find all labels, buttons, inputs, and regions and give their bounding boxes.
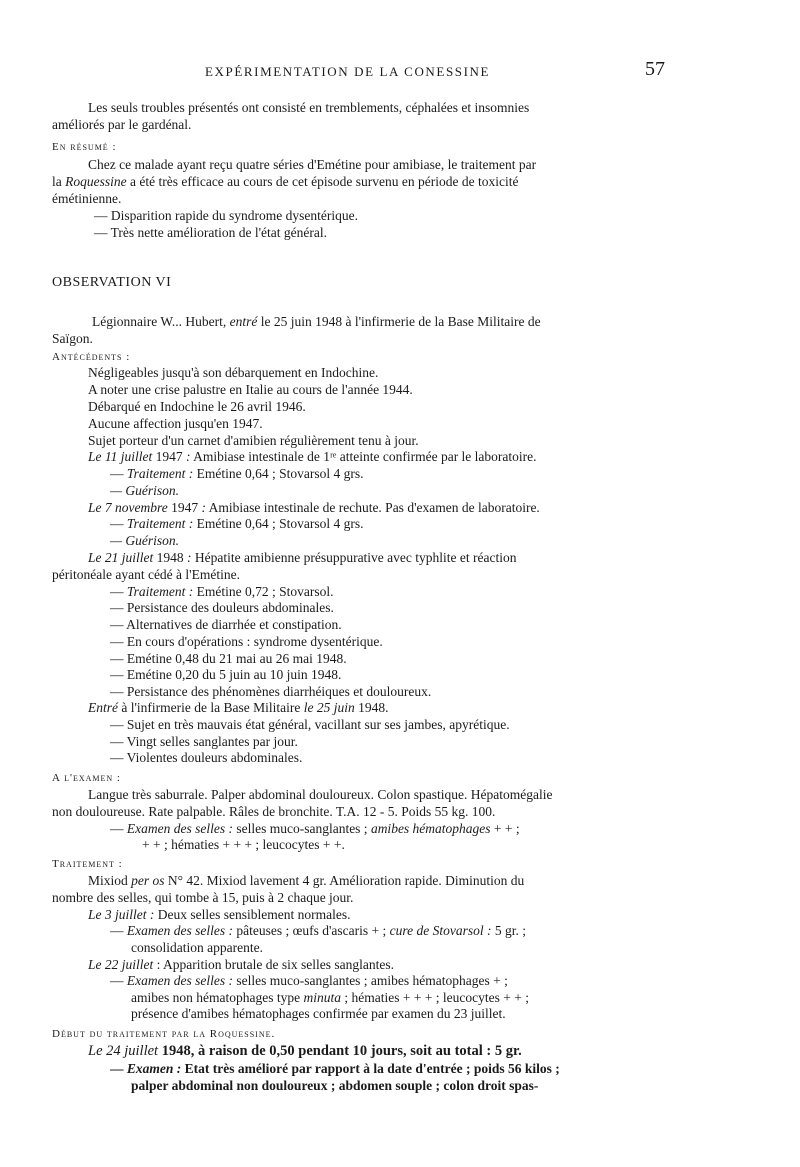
july-22-stool-line-2 (131, 990, 529, 1006)
episode-3-year: 1948 (156, 550, 184, 565)
stool-exam-count: + + ; (493, 821, 520, 836)
roquessine-term: Roquessine (65, 174, 127, 189)
episode-1-colon: : (186, 449, 191, 464)
stool-exam-text: selles muco-sanglantes ; (236, 821, 368, 836)
summary-line-2-text: a été très efficace au cours de cet épisode survenu en période de toxicité (130, 174, 519, 189)
dash: — (110, 973, 124, 988)
minuta-term: minuta (303, 990, 341, 1005)
page-number: 57 (645, 58, 665, 80)
episode-2-line (88, 500, 540, 516)
dash: — (110, 466, 124, 481)
entry-label: Entré (88, 700, 118, 715)
entry-item-1: — Sujet en très mauvais état général, vacillant sur ses jambes, apyrétique. (110, 717, 510, 732)
july-22-line (88, 957, 394, 973)
july-3-stool-line-1 (110, 923, 526, 939)
episode-2-treatment (110, 516, 363, 532)
observation-title: OBSERVATION VI (52, 275, 172, 290)
episode-1-line (88, 449, 537, 465)
episode-2-colon: : (201, 500, 206, 515)
summary-intro-line-1: Les seuls troubles présentés ont consisté en tremblements, céphalées et insomnies (88, 100, 530, 115)
july-3-text: Deux selles sensiblement normales. (157, 907, 351, 922)
episode-2-prefix: Le 7 (88, 500, 112, 515)
summary-intro-line-2: améliorés par le gardénal. (52, 117, 192, 132)
patient-intro-line-1 (92, 314, 541, 330)
treatment-value: Emétine 0,64 ; Stovarsol 4 grs. (196, 466, 364, 481)
entry-line (88, 700, 389, 716)
episode-3-treatment (110, 584, 333, 600)
treatment-drug: Mixiod (88, 873, 128, 888)
evolution-line-4: — Emétine 0,48 du 21 mai au 26 mai 1948. (110, 651, 347, 666)
july-3-stool-line-2: consolidation apparente. (131, 940, 263, 955)
episode-2-date: novembre (115, 500, 168, 515)
final-exam-line-1 (110, 1061, 560, 1077)
patient-intro-a: Légionnaire W... Hubert, (92, 314, 227, 329)
running-title: EXPÉRIMENTATION DE LA CONESSINE (205, 64, 491, 79)
page-header (0, 58, 800, 86)
dash: — (110, 516, 124, 531)
antecedents-heading: Antécédents : (52, 351, 131, 363)
summary-line-2-prefix: la (52, 174, 62, 189)
episode-1-year: 1947 (155, 449, 183, 464)
stool-exam-text: pâteuses ; œufs d'ascaris + ; (236, 923, 387, 938)
dash: — (110, 923, 124, 938)
july-22-text: : Apparition brutale de six selles sanglantes. (156, 957, 394, 972)
evolution-line-3: — En cours d'opérations : syndrome dysentérique. (110, 634, 383, 649)
antecedent-line-5: Sujet porteur d'un carnet d'amibien régulièrement tenu à jour. (88, 433, 419, 448)
episode-3-line (88, 550, 517, 566)
episode-3-date: juillet (121, 550, 154, 565)
stool-exam-label: Examen des selles : (126, 821, 233, 836)
episode-1-text: Amibiase intestinale de 1ʳᵉ atteinte confirmée par le laboratoire. (193, 449, 537, 464)
treatment-label: Traitement : (126, 584, 194, 599)
treatment-text: N° 42. Mixiod lavement 4 gr. Amélioration rapide. Diminution du (167, 873, 525, 888)
exam-line-2: non douloureuse. Rate palpable. Râles de bronchite. T.A. 12 - 5. Poids 55 kg. 100. (52, 804, 496, 819)
july-22-stool-line-3: présence d'amibes hématophages confirmée par examen du 23 juillet. (131, 1006, 506, 1021)
episode-3-prefix: Le 21 (88, 550, 119, 565)
stool-exam-label: Examen des selles : (126, 973, 233, 988)
dash: — (110, 821, 124, 836)
summary-line-2 (52, 174, 518, 190)
july-24-text: 1948, à raison de 0,50 pendant 10 jours, soit au total : 5 gr. (161, 1043, 522, 1059)
antecedent-line-4: Aucune affection jusqu'en 1947. (88, 416, 263, 431)
stool-exam-text: selles muco-sanglantes ; amibes hématophages + ; (236, 973, 508, 988)
episode-3-continued: péritonéale ayant cédé à l'Emétine. (52, 567, 240, 582)
stovarsol-dose: 5 gr. ; (494, 923, 526, 938)
episode-2-year: 1947 (171, 500, 199, 515)
treatment-value: Emétine 0,64 ; Stovarsol 4 grs. (196, 516, 364, 531)
treatment-label: Traitement : (126, 466, 194, 481)
episode-2-text: Amibiase intestinale de rechute. Pas d'examen de laboratoire. (208, 500, 540, 515)
treatment-heading: Traitement : (52, 858, 123, 870)
summary-heading: En résumé : (52, 141, 117, 153)
dash: — (110, 584, 124, 599)
treatment-line-2: nombre des selles, qui tombe à 15, puis à 2 chaque jour. (52, 890, 354, 905)
entry-date: le 25 juin (303, 700, 355, 715)
july-3-prefix: Le (88, 907, 102, 922)
summary-line-3: émétinienne. (52, 191, 122, 206)
episode-1-prefix: Le (88, 449, 102, 464)
final-exam-line-2: palper abdominal non douloureux ; abdomen souple ; colon droit spas- (131, 1078, 539, 1093)
stool-exam-amoebae: amibes hématophages (370, 821, 491, 836)
evolution-line-5: — Emétine 0,20 du 5 juin au 10 juin 1948. (110, 667, 342, 682)
july-24-line (88, 1043, 522, 1059)
final-exam-label: Examen : (126, 1061, 182, 1076)
july-22-stool-line-1 (110, 973, 508, 989)
final-exam-text: Etat très amélioré par rapport à la date d'entrée ; poids 56 kilos ; (184, 1061, 560, 1076)
roquessine-start-heading: Début du traitement par la Roquessine. (52, 1028, 276, 1040)
treatment-value: Emétine 0,72 ; Stovarsol. (196, 584, 334, 599)
july-3-line (88, 907, 350, 923)
antecedent-line-3: Débarqué en Indochine le 26 avril 1946. (88, 399, 306, 414)
exam-line-1: Langue très saburrale. Palper abdominal douloureux. Colon spastique. Hépatomégalie (88, 787, 553, 802)
stovarsol-cure-label: cure de Stovarsol : (389, 923, 492, 938)
exam-stool-line-1 (110, 821, 520, 837)
entry-item-2: — Vingt selles sanglantes par jour. (110, 734, 298, 749)
dash: — (110, 1061, 124, 1076)
summary-item-2: — Très nette amélioration de l'état général. (94, 225, 327, 240)
episode-1-cure: — Guérison. (110, 483, 180, 498)
treatment-label: Traitement : (126, 516, 194, 531)
evolution-line-6: — Persistance des phénomènes diarrhéiques et douloureux. (110, 684, 432, 699)
summary-item-1: — Disparition rapide du syndrome dysentérique. (94, 208, 358, 223)
entry-text-a: à l'infirmerie de la Base Militaire (121, 700, 301, 715)
episode-3-colon: : (187, 550, 192, 565)
evolution-line-1: — Persistance des douleurs abdominales. (110, 600, 334, 615)
exam-heading: A l'examen : (52, 772, 121, 784)
stool-line-2-a: amibes non hématophages type (131, 990, 301, 1005)
patient-intro-italic: entré (229, 314, 258, 329)
patient-intro-line-2: Saïgon. (52, 331, 93, 346)
summary-line-1: Chez ce malade ayant reçu quatre séries d'Emétine pour amibiase, le traitement par (88, 157, 537, 172)
evolution-line-2: — Alternatives de diarrhée et constipation. (110, 617, 342, 632)
treatment-line-1 (88, 873, 524, 889)
episode-3-text: Hépatite amibienne présuppurative avec typhlite et réaction (194, 550, 517, 565)
stool-exam-label: Examen des selles : (126, 923, 233, 938)
july-3-date: 3 juillet : (104, 907, 155, 922)
episode-1-date: 11 juillet (104, 449, 153, 464)
antecedent-line-1: Négligeables jusqu'à son débarquement en Indochine. (88, 365, 379, 380)
patient-intro-b: le 25 juin 1948 à l'infirmerie de la Base Militaire de (260, 314, 541, 329)
july-24-date: 24 juillet (106, 1043, 159, 1059)
exam-stool-line-2: + + ; hématies + + + ; leucocytes + +. (142, 837, 345, 852)
stool-line-2-b: ; hématies + + + ; leucocytes + + ; (344, 990, 530, 1005)
entry-year: 1948. (358, 700, 389, 715)
july-24-prefix: Le (88, 1043, 103, 1059)
entry-item-3: — Violentes douleurs abdominales. (110, 750, 303, 765)
episode-1-treatment (110, 466, 363, 482)
antecedent-line-2: A noter une crise palustre en Italie au cours de l'année 1944. (88, 382, 413, 397)
july-22-prefix: Le (88, 957, 102, 972)
episode-2-cure: — Guérison. (110, 533, 180, 548)
july-22-date: 22 juillet (104, 957, 154, 972)
treatment-route: per os (131, 873, 165, 888)
